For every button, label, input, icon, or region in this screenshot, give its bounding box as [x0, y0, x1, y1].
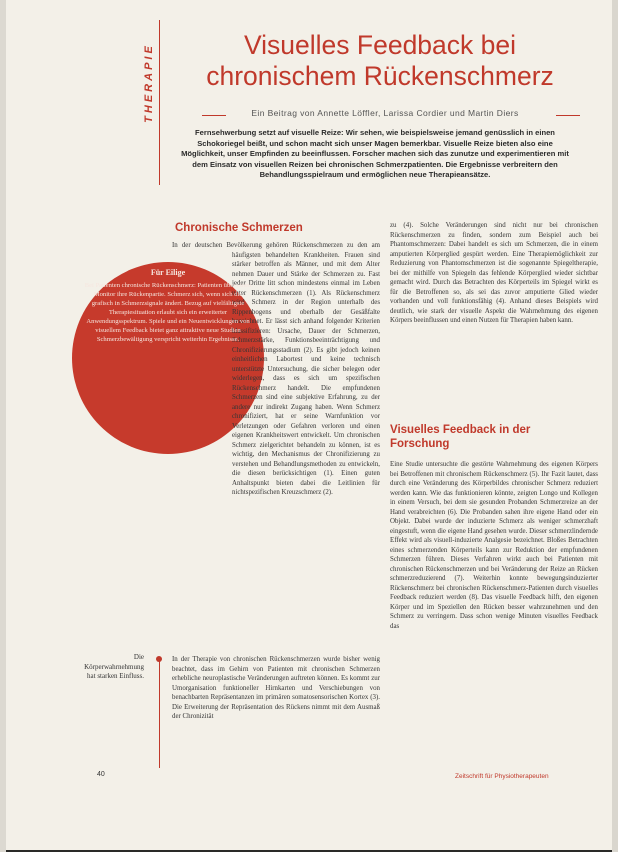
title-line-2: chronischem Rückenschmerz — [206, 61, 554, 91]
pull-quote-rule — [159, 660, 160, 768]
lead-paragraph: Fernsehwerbung setzt auf visuelle Reize: Wir sehen, wie beispielsweise jemand genüsslich in einen Schokoriegel beißt, und schon macht sich unser Magen bemerkbar. Visuelle Reize bieten also eine Möglichkeit, unser Empfinden zu beeinflussen. Forscher machen sich das zunutze und experimentieren mit dem Einsatz von visuellen Reizen bei chronischen Schmerzpatienten. Die Ergebnisse verbreitern den Behandlungsspielraum und ermöglichen neue Therapieansätze. — [181, 128, 569, 179]
page-number: 40 — [97, 771, 105, 778]
column-left-text-2: In der Therapie von chronischen Rückenschmerzen wurde bisher wenig beachtet, dass im Gehirn von Patienten mit chronischen Schmerzen erhebliche neuroplastische Veränderungen auftreten können. Es kommt zur Umorganisation funktioneller Hirnkarten und Verschiebungen von benachbarten Repräsentanzen im primären somatosensorischen Kortex (3). Die Erweiterung der Repräsentation des Rückens nimmt mit dem Ausmaß der Chronizität — [172, 656, 380, 720]
column-right — [390, 221, 598, 326]
infobox-title: Für Eilige — [150, 268, 186, 277]
column-right-text: zu (4). Solche Veränderungen sind nicht nur bei chronischen Rückenschmerzen zu finden, sondern zum Beispiel auch bei Phantomschmerzen: Dabei handelt es sich um Schmerzen, die in einem amputierten Körperglied gespürt werden. Eine Therapiemöglichkeit zur Reduzierung von Phantomschmerzen ist die sogenannte Spiegeltherapie, bei der mithilfe von Spiegeln das fehlende Körperglied wieder sichtbar gemacht wird. Durch das Betrachten des Körperteils im Spiegel wirkt es für die Betroffenen so, als sei das zuvor amputierte Glied wieder vorhanden und voll funktionsfähig (4). Anhand dieses Beispiels wird deutlich, wie stark der visuelle Aspekt die Wahrnehmung des eigenen Körpers beeinflussen und einen Nutzen für Therapien haben kann. — [390, 222, 598, 324]
article-title — [180, 30, 580, 92]
column-left-lower — [172, 655, 380, 722]
column-right-text-2: Eine Studie untersuchte die gestörte Wahrnehmung des eigenen Körpers bei Betroffenen mit chronischem Rückenschmerz (5). Ihr Fazit lautet, dass durch eine Veränderung des Körperbildes chronischer Schmerz reduziert werden kann. Wie das funktionieren könnte, zeigten Longo und Kollegen in einem Versuch, bei dem sie gesunden Probanden Schmerzreize an der Hand verabreichten (6). Die Probanden sahen ihre eigene Hand oder ein Objekt. Dabei wurde der induzierte Schmerz als weniger schmerzhaft eingestuft, wenn die eigene Hand gesehen wurde. Dieser schmerzlindernde Effekt wird als visuell-induzierte Analgesie bezeichnet. Bloßes Betrachten eines schmerzenden Körperteils kann zur Reduktion der empfundenen Schmerzen führen. Dieses Verfahren wirkt auch bei Patienten mit chronischen Rückenschmerzen und bei Veränderung der Reize an Rücken schmerzreduzierend (7). Weiterhin konnte bewegungsinduzierter Rückenschmerz bei chronischen Rückenschmerz-Patienten durch visuelles Feedback reduziert werden (8). Das visuelle Feedback hilft, den eigenen Körper und im Speziellen den Rücken besser wahrzunehmen und den Schmerz zu verringern. Dass schon wenige Minuten visuelles Feedback das — [390, 461, 598, 630]
column-right-lower — [390, 460, 598, 631]
byline-row — [190, 108, 580, 122]
title-line-1: Visuelles Feedback bei — [243, 30, 517, 60]
infobox-text: Bei Patienten chronische Rückenschmerz: Patienten über einen Monitor ihre Rückenpartie. Schmerz sich, wenn sich die grafisch in Schmerzsignale ändert. Bezug auf vielfältigste Therapiesituation erlaubt sich ein erweiterter Anwendungsspektrum. Spiele und ein Neuentwicklungen von visuellem Feedback bietet ganz attraktive neue Studien Schmerzbewältigung verspricht weiterhin Ergebnisse. — [84, 282, 252, 343]
page-spine — [0, 0, 6, 852]
infobox — [84, 268, 252, 344]
byline: Ein Beitrag von Annette Löffler, Larissa Cordier und Martin Diers — [251, 108, 519, 118]
heading-chronic-pain: Chronische Schmerzen — [175, 222, 303, 234]
heading-research-line-2: Forschung — [390, 438, 450, 450]
byline-rule-right — [556, 115, 580, 116]
column-left-text: In der deutschen Bevölkerung gehören Rückenschmerzen zu den am häufigsten behandelten Krankheiten. Frauen sind stärker betroffen als Männer, und mit dem Alter nehmen Dauer und Stärke der Schmerzen zu. Fast jeder Dritte litt schon mindestens einmal im Leben unter Rückenschmerzen (1). Als Rückenschmerz wird Schmerz in der Region unterhalb des Rippenbogens und oberhalb der Gesäßfalte bezeichnet. Er lässt sich anhand folgender Kriterien klassifizieren: Ursache, Dauer der Schmerzen, Schmerzstärke, Funktionsbeeinträchtigung und Chronifizierungsstadium (2). Es gibt jedoch keinen einheitlichen Labortest und keine technisch unterstützte Untersuchung, die sicher belegen oder widerlegen, dass es sich um spezifischen Rückenschmerz handelt. Die empfundenen Schmerzen sind eine subjektive Erfahrung, zu der andere nur indirekt Zugang haben. Wenn Schmerz chronifiziert, hat er seine Warnfunktion vor Verletzungen oder Gefahren verloren und einen eigenen Krankheitswert entwickelt. Um chronischen Schmerz zielgerichtet behandeln zu können, ist es wichtig, den Mechanismus der Chronifizierung zu verstehen und Behandlungsmethoden zu entwickeln, die diesen berücksichtigen (1). Einen guten Anhaltspunkt bieten dabei die Leitlinien für nichtspezifischen Kreuzschmerz (2). — [172, 242, 380, 496]
footer-publication: Zeitschrift für Physiotherapeuten — [455, 773, 549, 780]
heading-research-line-1: Visuelles Feedback in der — [390, 424, 531, 436]
page-edge — [612, 0, 618, 852]
section-tag-label: THERAPIE — [143, 43, 155, 123]
heading-research — [390, 423, 590, 451]
section-rule — [159, 20, 160, 185]
pull-quote: Die Körperwahrnehmung hat starken Einfluss. — [84, 653, 144, 680]
